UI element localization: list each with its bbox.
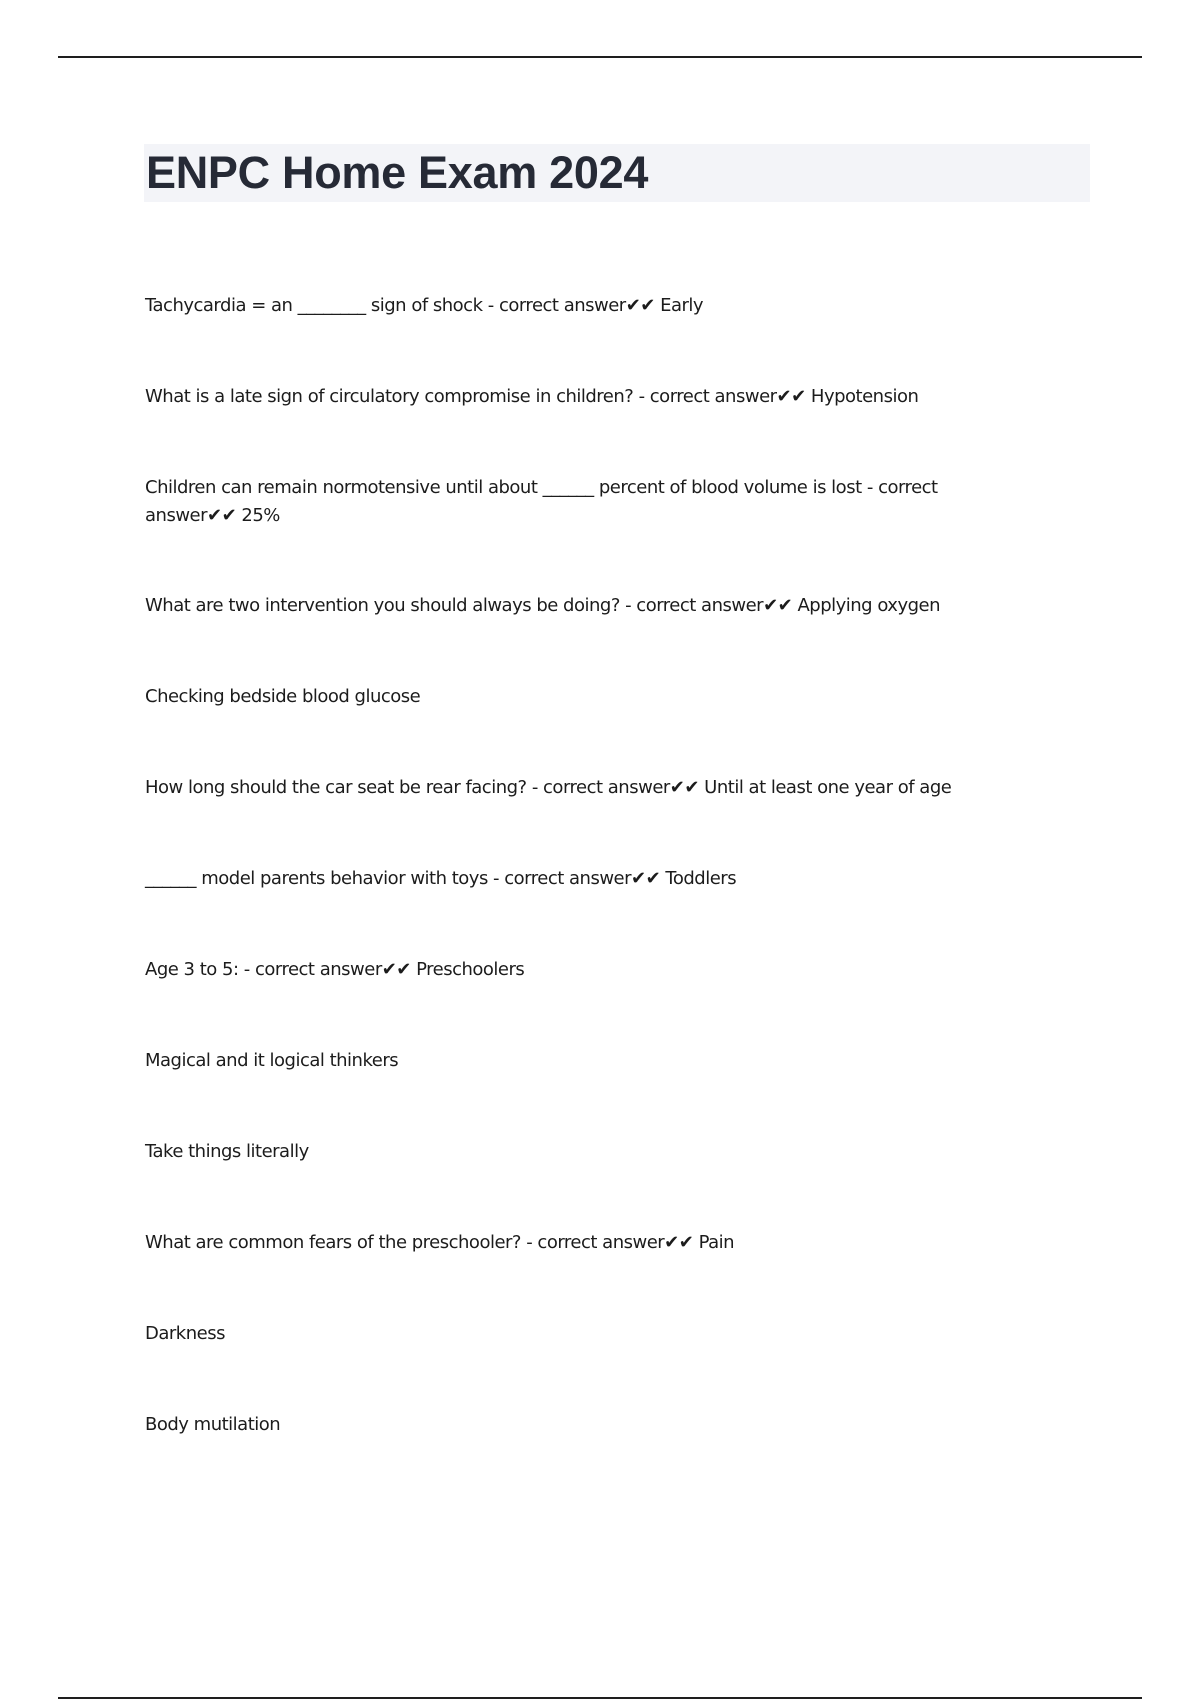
qa-entry: Children can remain normotensive until about ______ percent of blood volume is lost - correct answer✔✔ 25% — [145, 477, 938, 526]
qa-entry: Tachycardia = an ________ sign of shock - correct answer✔✔ Early — [145, 295, 704, 316]
qa-entry: Darkness — [145, 1323, 225, 1344]
top-divider — [58, 56, 1142, 58]
qa-entry: Age 3 to 5: - correct answer✔✔ Preschoolers — [145, 959, 525, 980]
document-title: ENPC Home Exam 2024 — [146, 147, 649, 198]
qa-entry: What are common fears of the preschooler? - correct answer✔✔ Pain — [145, 1232, 735, 1253]
bottom-divider — [58, 1697, 1142, 1699]
qa-entry: What is a late sign of circulatory compromise in children? - correct answer✔✔ Hypotension — [145, 386, 919, 407]
qa-entry: ______ model parents behavior with toys - correct answer✔✔ Toddlers — [145, 868, 737, 889]
qa-entry: Checking bedside blood glucose — [145, 686, 421, 707]
qa-entry: Body mutilation — [145, 1414, 281, 1435]
qa-entry: How long should the car seat be rear facing? - correct answer✔✔ Until at least one year of age — [145, 777, 952, 798]
qa-entry: Magical and it logical thinkers — [145, 1050, 399, 1071]
qa-entry: Take things literally — [145, 1141, 309, 1162]
qa-entry: What are two intervention you should always be doing? - correct answer✔✔ Applying oxygen — [145, 595, 941, 616]
